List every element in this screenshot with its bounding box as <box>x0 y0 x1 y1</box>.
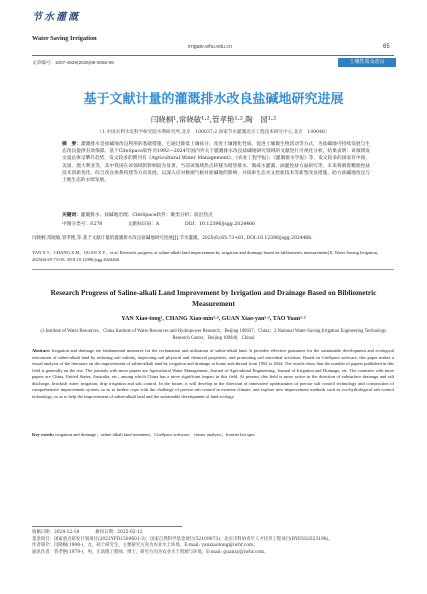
keywords-cn-text: 灌溉排水；盐碱地治理；CiteSpace软件；聚类分析；前沿热点 <box>80 213 213 218</box>
footnote-rule <box>32 526 182 527</box>
abstract-cn-label: 摘 要： <box>62 142 81 147</box>
page-number: 65 <box>383 44 390 50</box>
article-number: 文章编号：1007-4929(2025)06-0065-09 <box>32 60 114 65</box>
footnotes <box>32 530 394 556</box>
keywords-cn-label: 关键词： <box>62 213 81 218</box>
first-author-note: 作者简介：闫晓桐(1998-)，女，硕士研究生，主要研究方向为农业水土环境。E-mail: yanxiaotong@iwhr.com。 <box>32 543 258 548</box>
paper-title-en: Research Progress of Saline-alkali Land Improvement by Irrigation and Drainage Based on Bibliometric Measurement <box>50 288 377 308</box>
document-code: 文献标识码：A <box>127 222 160 227</box>
funding-note: 基金项目：国家重点研发计划项目(2021YFD1500601-3)；国家自然科学基金项目(52109073)；北京市科协青年人才托举工程项目(BYESS2023198)。 <box>32 536 333 542</box>
doi[interactable]: DOI：10.12396/jsgg.2024466 <box>184 222 256 227</box>
affiliation-cn: （1.中国水利水电科学研究院水利研究所,北京 100037;2.国家节水灌溉北京工程技术研究中心,北京 100048） <box>97 130 330 135</box>
authors-cn: 闫晓桐¹,常晓敏¹·²,管孝艳¹·²,陶 园¹·² <box>150 115 277 124</box>
corresponding-author-note: 通讯作者：管孝艳(1979-)，男，正高级工程师，博士，研究方向为农业水土资源与环境。E-mail: guanxy@iwhr.com。 <box>32 549 269 555</box>
paper-title-cn: 基于文献计量的灌溉排水改良盐碱地研究进展 <box>83 92 344 107</box>
journal-title-en: Water Saving Irrigation <box>32 35 97 42</box>
citation-en: YAN X T，CHANG X M，GUAN X Y，et al. Research progress of saline-alkali land improvement by irrigation and drainage based on bibliometric measurement[J]. Water Saving Irrigation，2025(6):65-73+81. DOI:10.12396/jsgg.2024466. <box>32 250 382 262</box>
revised-date: 修回日期：2025-02-12 <box>95 530 143 535</box>
citation-cn: 闫晓桐,常晓敏,管孝艳,等.基于文献计量的灌溉排水改良盐碱地研究进展[J].节水灌溉，2025(6):65-73+81. DOI:10.12396/jsgg.2024466. <box>32 236 313 241</box>
authors-en: YAN Xiao-tong¹, CHANG Xiao-min¹·², GUAN Xiao-yan¹·², TAO Yuan¹·² <box>121 316 306 322</box>
keywords-en <box>32 432 394 438</box>
section-badge: 土壤性质及改良 <box>338 58 396 67</box>
affiliation-en: (1.Institute of Water Resources，China Institute of Water Resources and Hydropower Research，Beijing 100037，China；2.National Water-Saving Irrigation Engineering Technology Research Center，Beijing 100048，China) <box>40 329 387 341</box>
abstract-cn-text: 灌溉排水是盐碱地改良利用的基础措施，它通过降低土壤盐分、改善土壤理化性质、促进土壤微生物活动等方式，为盐碱地可持续发展与生态改良提供有效保障。基于CiteSpace软件对1992—2024年国内外关于灌溉排水改良盐碱地研究领域的文献进行可视化分析。结果表明：该领域发文量总体呈攀升趋势，发文较多的期刊有《Agricultural Water Management》、《农业工程学报》、《灌溉排水学报》等，发文较多的国家有中国、美国、澳大利亚等，其中我国在该领域的影响较为显著。当前该领域热点转移为暗管排水、微咸水灌溉、滴灌控盐方面研究等，未来将朝着精准控盐技术创新优化、综合改良体系构建等方向发展，以深入应对极端气候对盐碱地的影响，并探索生态水文控盐技术等新型改良措施，助力盐碱地改良与土地生态的永续发展。 <box>62 142 370 184</box>
section-divider <box>32 269 394 270</box>
header-rule <box>32 55 394 56</box>
keywords-en-text: irrigation and drainage；saline-alkali land treatment；CiteSpace software；cluster analysis；frontier hot spot <box>55 432 255 437</box>
journal-header <box>0 0 427 65</box>
classification-meta <box>62 221 370 227</box>
abstract-cn <box>62 141 370 184</box>
clc-number: 中图分类号：S278 <box>62 222 103 227</box>
abstract-en-text: Irrigation and drainage are fundamental measures for the reclamation and utilization of saline-alkali land. It provides effective guarantee for the sustainable development and ecological restoration of saline-alkali land by reducing soil salinity, improving soil physical and chemical properties, and promoting soil microbial activities. Based on CiteSpace software, this paper makes a visual analysis of the literature on the improvement of saline-alkali land by irrigation and drainage at home and abroad from 1992 to 2024. The results show that the number of papers published in this field is generally on the rise. The journals with more papers are Agricultural Water Management, Journal of Agricultural Engineering, Journal of Irrigation and Drainage, etc. The countries with more papers are China, United States, Australia, etc., among which China has a more significant impact in this field. At present, this field is more active in the direction of subsurface drainage and salt discharge, brackish water irrigation, drip irrigation and salt control. In the future, it will develop in the direction of innovative optimization of precise salt control technology and construction of comprehensive improvement system, so as to further cope with the challenge of precise salt control in extreme climate, and explore new improvement methods such as eco-hydrological salt control technology, so as to help the improvement of saline-alkali land and the sustainable development of land ecology. <box>32 348 394 399</box>
journal-title-cn: 节水灌溉 <box>32 12 80 23</box>
journal-website[interactable]: irrigate.whu.edu.cn <box>188 44 232 50</box>
received-date: 收稿日期：2024-12-18 <box>32 530 80 535</box>
keywords-en-label: Key words: <box>32 432 55 437</box>
abstract-en <box>32 348 394 400</box>
keywords-cn <box>62 212 370 218</box>
abstract-en-label: Abstract: <box>32 348 51 353</box>
